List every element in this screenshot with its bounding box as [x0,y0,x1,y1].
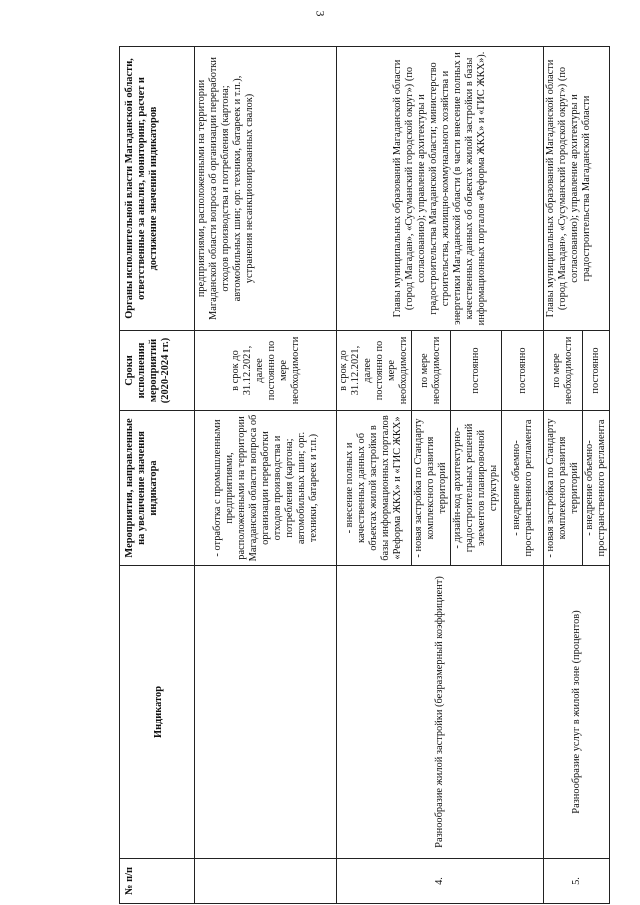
row5-term-1: по мере необходимости [544,331,583,411]
table-row-4 [337,47,412,904]
indicators-table [119,46,610,904]
row4-num: 4. [337,859,544,904]
row5-indicator: Разнообразие услуг в жилой зоне (процентов) [544,566,610,859]
page-number: 3 [313,10,328,17]
row4-measure-4: - внедрение объемно-пространственного регламента [502,411,544,566]
row4-term-1: в срок до 31.12.2021, далее постоянно по мере необходимости [337,331,412,411]
row4-body: Главы муниципальных образований Магаданской области (город Магадан», «Сусуманский городской округ») (по согласованию); управление архитектуры и градостроительства Магаданской области; министерство строительства, жилищно-коммунального хозяйства и энергетики Магаданской области (в части внесение полных и качественных данных об объектах жилой застройки в базы информационных порталов «Реформа ЖКХ» и «ГИС ЖКХ»). [337,47,544,331]
row4-measure-3: - дизайн-код архитектурно-градостроительных решений элементов планировочной структуры [451,411,502,566]
row5-measure-2: - внедрение объемно-пространственного регламента [583,411,610,566]
cont-body: предприятиями, расположенными на территории Магаданской области вопроса об организации переработки отходов производства и потребления (картона; автомобильных шин; орг. техники, батареек и т.п.), устранения несанкционированных свалок) [195,47,337,331]
row4-term-2: по мере необходимости [412,331,451,411]
header-measures: Мероприятия, направленные на увеличение значения индикатора [120,411,195,566]
row5-num: 5. [544,859,610,904]
rotated-table-frame [119,47,607,904]
cont-measure: - отработка с промышленными предприятиями, расположенными на территории Магаданской области вопроса об организации переработки отходов производства и потребления (картона; автомобильных шин; орг. техники, батареек и т.п.) [195,411,337,566]
row4-measure-2: - новая застройка по Стандарту комплексного развития территорий [412,411,451,566]
row5-term-2: постоянно [583,331,610,411]
table-row-5 [544,47,583,904]
row4-measure-1: - внесение полных и качественных данных об объектах жилой застройки в базы информационных порталов «Реформа ЖКХ» и «ГИС ЖКХ» [337,411,412,566]
header-indicator: Индикатор [120,566,195,859]
row4-term-3: постоянно [451,331,502,411]
header-num: № п/п [120,859,195,904]
row5-body: Главы муниципальных образований Магаданской области (город Магадан», «Сусуманский городской округ») (по согласованию); управление архитектуры и градостроительства Магаданской области [544,47,610,331]
header-terms: Сроки исполнения мероприятий (2020-2024 гг.) [120,331,195,411]
cont-term: в срок до 31.12.2021, далее постоянно по мере необходимости [195,331,337,411]
landscape-table-canvas [119,47,607,904]
row4-term-4: постоянно [502,331,544,411]
row4-indicator: Разнообразие жилой застройки (безразмерный коэффициент) [337,566,544,859]
header-bodies: Органы исполнительной власти Магаданской области, ответственные за анализ, мониторинг, расчет и достижение значений индикаторов [120,47,195,331]
row5-measure-1: - новая застройка по Стандарту комплексного развития территорий [544,411,583,566]
cont-indicator [195,566,337,859]
table-header-row [120,47,195,904]
table-row-continued [195,47,337,904]
cont-num [195,859,337,904]
